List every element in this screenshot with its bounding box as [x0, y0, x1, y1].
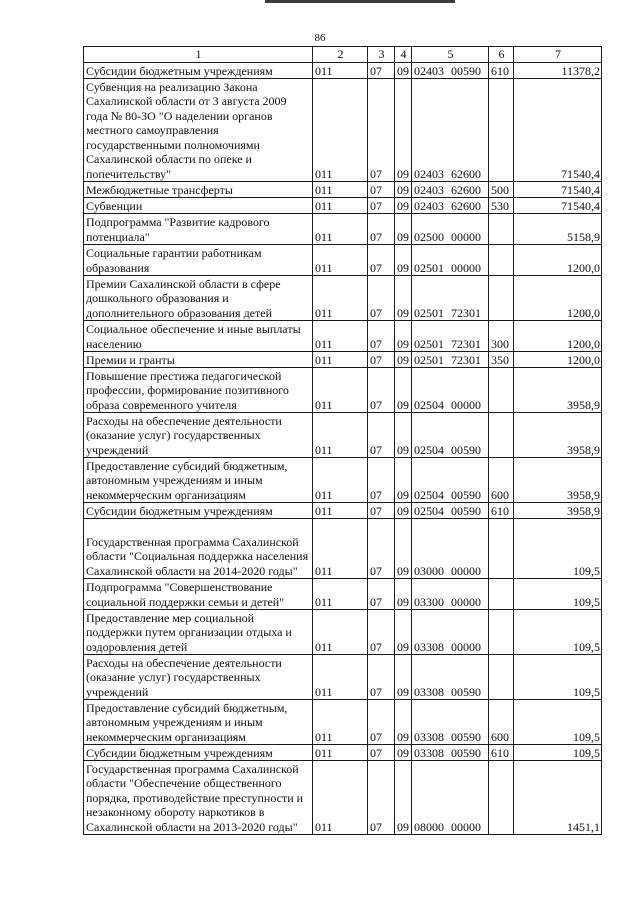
table-row	[84, 276, 602, 321]
row-code-5: 02504 00590	[412, 458, 489, 503]
row-code-3: 07	[368, 745, 395, 761]
row-name: Социальное обеспечение и иные выплаты населению	[84, 321, 313, 352]
row-amount: 71540,4	[514, 182, 602, 198]
table-header-row	[84, 47, 602, 63]
row-code-2: 011	[313, 519, 368, 579]
row-code-3: 07	[368, 655, 395, 700]
header-col-6: 6	[489, 47, 514, 63]
table-row	[84, 503, 602, 519]
row-code-6: 600	[489, 700, 514, 745]
row-code-3: 07	[368, 79, 395, 182]
table-row	[84, 245, 602, 276]
row-name: Субсидии бюджетным учреждениям	[84, 745, 313, 761]
row-code-2: 011	[313, 610, 368, 655]
row-code-5: 02403 62600	[412, 198, 489, 214]
table-row	[84, 761, 602, 835]
row-name: Субвенции	[84, 198, 313, 214]
row-code-4: 09	[395, 79, 412, 182]
table-row	[84, 579, 602, 610]
table-row	[84, 610, 602, 655]
table-row	[84, 745, 602, 761]
row-amount: 3958,9	[514, 368, 602, 413]
row-amount: 109,5	[514, 610, 602, 655]
header-col-5: 5	[412, 47, 489, 63]
row-name: Социальные гарантии работникам образования	[84, 245, 313, 276]
header-col-3: 3	[368, 47, 395, 63]
row-code-6	[489, 655, 514, 700]
row-code-6: 600	[489, 458, 514, 503]
row-code-3: 07	[368, 368, 395, 413]
row-code-5: 02403 62600	[412, 182, 489, 198]
row-code-5: 08000 00000	[412, 761, 489, 835]
table-row	[84, 63, 602, 79]
row-code-4: 09	[395, 745, 412, 761]
row-code-2: 011	[313, 655, 368, 700]
row-code-5: 02403 62600	[412, 79, 489, 182]
row-code-4: 09	[395, 503, 412, 519]
row-code-4: 09	[395, 610, 412, 655]
row-amount: 109,5	[514, 745, 602, 761]
row-code-6	[489, 276, 514, 321]
row-code-6	[489, 519, 514, 579]
header-col-2: 2	[313, 47, 368, 63]
row-code-6: 530	[489, 198, 514, 214]
row-code-2: 011	[313, 368, 368, 413]
row-code-6	[489, 579, 514, 610]
row-code-6: 300	[489, 321, 514, 352]
row-amount: 71540,4	[514, 79, 602, 182]
row-code-6	[489, 245, 514, 276]
header-col-1: 1	[84, 47, 313, 63]
row-code-4: 09	[395, 198, 412, 214]
row-code-6	[489, 214, 514, 245]
table-row	[84, 198, 602, 214]
row-code-6	[489, 79, 514, 182]
row-code-4: 09	[395, 579, 412, 610]
table-row	[84, 655, 602, 700]
row-code-3: 07	[368, 700, 395, 745]
table-row	[84, 79, 602, 182]
row-code-2: 011	[313, 761, 368, 835]
row-name: Субвенция на реализацию Закона Сахалинской области от 3 августа 2009 года № 80-ЗО "О наделении органов местного самоуправления государственными полномочиями Сахалинской области по опеке и попечительству"	[84, 79, 313, 182]
row-code-3: 07	[368, 503, 395, 519]
row-code-6: 610	[489, 63, 514, 79]
row-code-6	[489, 368, 514, 413]
row-code-5: 03308 00000	[412, 610, 489, 655]
row-code-2: 011	[313, 182, 368, 198]
row-code-5: 02501 00000	[412, 245, 489, 276]
row-code-2: 011	[313, 63, 368, 79]
row-name: Государственная программа Сахалинской области "Социальная поддержка населения Сахалинской области на 2014-2020 годы"	[84, 519, 313, 579]
row-code-2: 011	[313, 214, 368, 245]
row-code-6	[489, 761, 514, 835]
row-name: Расходы на обеспечение деятельности (оказание услуг) государственных учреждений	[84, 655, 313, 700]
row-code-3: 07	[368, 579, 395, 610]
row-code-4: 09	[395, 321, 412, 352]
scan-edge-mark	[265, 0, 455, 3]
row-code-4: 09	[395, 368, 412, 413]
row-amount: 3958,9	[514, 413, 602, 458]
row-code-4: 09	[395, 63, 412, 79]
row-code-4: 09	[395, 276, 412, 321]
row-code-5: 03308 00590	[412, 700, 489, 745]
row-code-4: 09	[395, 413, 412, 458]
row-code-3: 07	[368, 352, 395, 368]
row-code-5: 02501 72301	[412, 321, 489, 352]
row-code-4: 09	[395, 245, 412, 276]
row-amount: 1200,0	[514, 276, 602, 321]
row-amount: 1200,0	[514, 245, 602, 276]
table-row	[84, 413, 602, 458]
row-code-6: 610	[489, 745, 514, 761]
row-code-6	[489, 610, 514, 655]
row-code-3: 07	[368, 63, 395, 79]
row-name: Субсидии бюджетным учреждениям	[84, 63, 313, 79]
row-code-2: 011	[313, 700, 368, 745]
row-code-4: 09	[395, 352, 412, 368]
row-code-2: 011	[313, 276, 368, 321]
table-row	[84, 214, 602, 245]
row-code-5: 02403 00590	[412, 63, 489, 79]
row-amount: 109,5	[514, 700, 602, 745]
row-code-4: 09	[395, 655, 412, 700]
row-code-5: 03000 00000	[412, 519, 489, 579]
table-row	[84, 352, 602, 368]
budget-table	[83, 46, 602, 835]
row-amount: 71540,4	[514, 198, 602, 214]
row-code-5: 02504 00590	[412, 503, 489, 519]
row-code-4: 09	[395, 700, 412, 745]
header-col-7: 7	[514, 47, 602, 63]
row-code-2: 011	[313, 503, 368, 519]
row-code-2: 011	[313, 79, 368, 182]
row-amount: 5158,9	[514, 214, 602, 245]
row-code-3: 07	[368, 321, 395, 352]
table-row	[84, 182, 602, 198]
row-amount: 11378,2	[514, 63, 602, 79]
row-code-4: 09	[395, 761, 412, 835]
row-name: Предоставление субсидий бюджетным, автономным учреждениям и иным некоммерческим организациям	[84, 700, 313, 745]
row-code-3: 07	[368, 276, 395, 321]
row-code-3: 07	[368, 610, 395, 655]
row-code-3: 07	[368, 761, 395, 835]
page-number: 86	[314, 32, 326, 44]
row-code-5: 03300 00000	[412, 579, 489, 610]
row-code-6: 500	[489, 182, 514, 198]
row-code-5: 03308 00590	[412, 745, 489, 761]
row-code-2: 011	[313, 321, 368, 352]
table-row	[84, 700, 602, 745]
row-code-2: 011	[313, 352, 368, 368]
row-amount: 3958,9	[514, 458, 602, 503]
row-amount: 1200,0	[514, 321, 602, 352]
table-row	[84, 458, 602, 503]
row-amount: 1200,0	[514, 352, 602, 368]
row-name: Предоставление субсидий бюджетным, автономным учреждениям и иным некоммерческим организациям	[84, 458, 313, 503]
row-code-3: 07	[368, 245, 395, 276]
table-row	[84, 368, 602, 413]
row-code-5: 02504 00590	[412, 413, 489, 458]
row-name: Подпрограмма "Совершенствование социальной поддержки семьи и детей"	[84, 579, 313, 610]
table-row	[84, 321, 602, 352]
row-code-3: 07	[368, 413, 395, 458]
row-name: Повышение престижа педагогической профессии, формирование позитивного образа современного учителя	[84, 368, 313, 413]
row-amount: 109,5	[514, 655, 602, 700]
row-code-2: 011	[313, 579, 368, 610]
row-code-3: 07	[368, 458, 395, 503]
row-code-3: 07	[368, 519, 395, 579]
row-code-3: 07	[368, 214, 395, 245]
row-code-5: 02500 00000	[412, 214, 489, 245]
row-code-6: 610	[489, 503, 514, 519]
row-code-2: 011	[313, 245, 368, 276]
row-code-3: 07	[368, 182, 395, 198]
row-code-6	[489, 413, 514, 458]
row-code-4: 09	[395, 458, 412, 503]
row-code-4: 09	[395, 519, 412, 579]
row-code-4: 09	[395, 214, 412, 245]
row-code-5: 02501 72301	[412, 276, 489, 321]
row-amount: 3958,9	[514, 503, 602, 519]
table-row	[84, 519, 602, 579]
row-code-6: 350	[489, 352, 514, 368]
row-name: Премии и гранты	[84, 352, 313, 368]
row-code-4: 09	[395, 182, 412, 198]
row-code-3: 07	[368, 198, 395, 214]
row-amount: 109,5	[514, 579, 602, 610]
row-code-5: 03308 00590	[412, 655, 489, 700]
row-name: Премии Сахалинской области в сфере дошкольного образования и дополнительного образования детей	[84, 276, 313, 321]
row-code-2: 011	[313, 745, 368, 761]
row-name: Подпрограмма "Развитие кадрового потенциала"	[84, 214, 313, 245]
row-name: Расходы на обеспечение деятельности (оказание услуг) государственных учреждений	[84, 413, 313, 458]
row-name: Предоставление мер социальной поддержки путем организации отдыха и оздоровления детей	[84, 610, 313, 655]
row-name: Межбюджетные трансферты	[84, 182, 313, 198]
row-code-5: 02501 72301	[412, 352, 489, 368]
row-amount: 109,5	[514, 519, 602, 579]
row-amount: 1451,1	[514, 761, 602, 835]
header-col-4: 4	[395, 47, 412, 63]
row-code-2: 011	[313, 458, 368, 503]
row-name: Государственная программа Сахалинской области "Обеспечение общественного порядка, противодействие преступности и незаконному обороту наркотиков в Сахалинской области на 2013-2020 годы"	[84, 761, 313, 835]
row-name: Субсидии бюджетным учреждениям	[84, 503, 313, 519]
row-code-2: 011	[313, 413, 368, 458]
row-code-5: 02504 00000	[412, 368, 489, 413]
row-code-2: 011	[313, 198, 368, 214]
